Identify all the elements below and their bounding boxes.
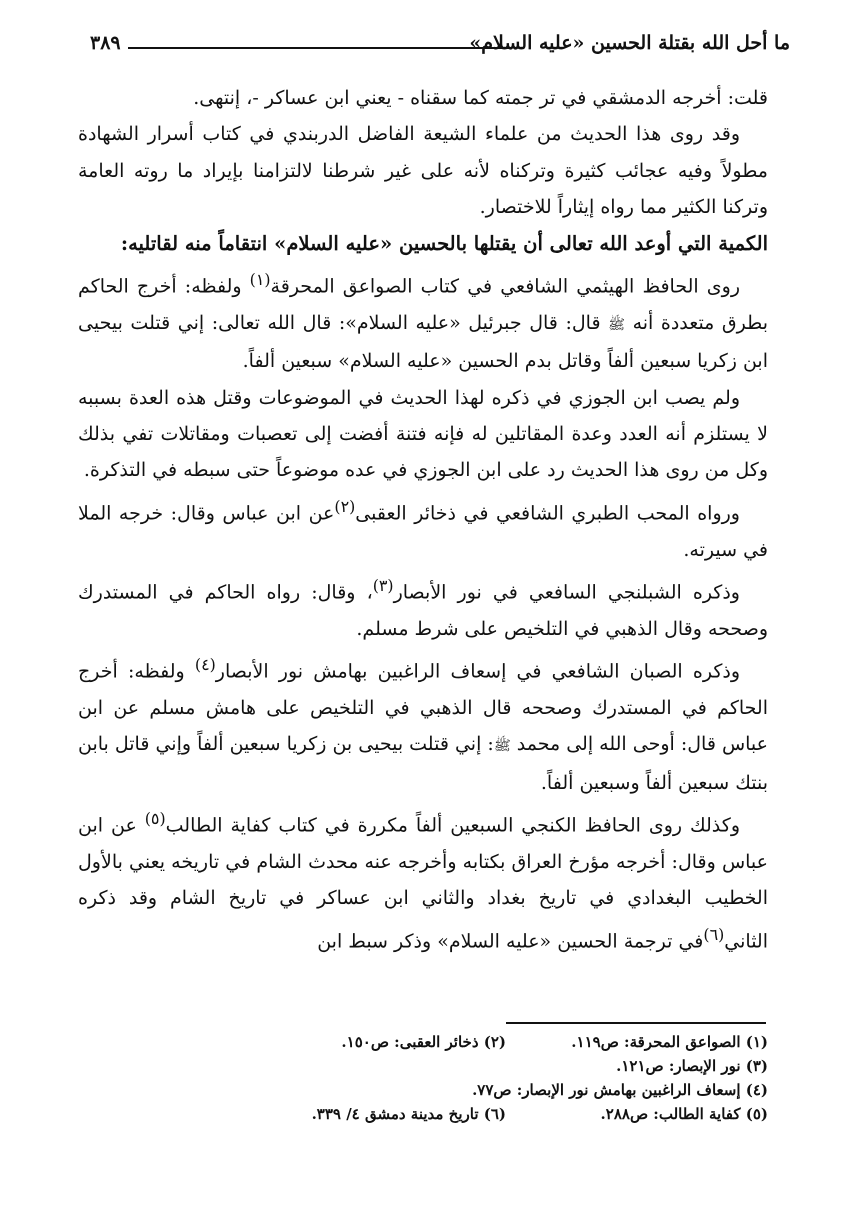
paragraph-7 (78, 647, 768, 801)
p8-text-a: وكذلك روى الحافظ الكنجي السبعين ألفاً مكررة في كتاب كفاية الطالب (165, 814, 740, 837)
page-number: ٣٨٩ (90, 32, 121, 54)
paragraph-8 (78, 801, 768, 959)
header-rule (128, 47, 512, 49)
p8-text-b: عن ابن عباس وقال: أخرجه مؤرخ العراق بكتابه وأخرجه عنه محدث الشام في تاريخه يعني بالأول الخطيب البغدادي في تاريخ بغداد والثاني ابن عساكر في تاريخ الشام وقد ذكره الثاني (78, 814, 768, 952)
p6-text-a: وذكره الشبلنجي السافعي في نور الأبصار (393, 581, 740, 604)
body-text (78, 80, 768, 959)
footnote-4: (٤) إسعاف الراغبين بهامش نور الإبصار: ص٧٧. (472, 1081, 768, 1099)
footnote-ref-2: (٢) (334, 496, 356, 516)
paragraph-5 (78, 489, 768, 568)
footnote-row (190, 1030, 768, 1054)
honorific-glyph: ﷺ (493, 738, 511, 755)
footnote-rule (506, 1022, 766, 1024)
footnote-ref-6: (٦) (703, 924, 725, 944)
p3-text-b: ولفظه: أخرج الحاكم بطرق متعددة أنه (78, 275, 769, 334)
paragraph-6 (78, 568, 768, 647)
footnote-ref-3: (٣) (372, 575, 394, 595)
footnote-row (190, 1054, 768, 1078)
p7-text-c: : إني قتلت بيحيى بن زكريا سبعين ألفاً وإني قاتل بابن بنتك سبعين ألفاً وسبعين ألفاً. (78, 733, 768, 794)
p5-text-b: عن ابن عباس وقال: خرجه الملا في سيرته. (78, 502, 768, 561)
paragraph-3 (78, 262, 768, 380)
footnote-ref-5: (٥) (144, 809, 166, 829)
p8-text-c: في ترجمة الحسين «عليه السلام» وذكر سبط ابن (317, 929, 704, 952)
footnote-5: (٥) كفاية الطالب: ص٢٨٨. (600, 1105, 768, 1123)
footnote-ref-4: (٤) (194, 655, 216, 675)
honorific-glyph: ﷺ (608, 316, 626, 333)
footnote-2: (٢) ذخائر العقبى: ص١٥٠. (341, 1033, 506, 1051)
footnote-3: (٣) نور الإبصار: ص١٢١. (616, 1057, 768, 1075)
header-title: ما أحل الله بقتلة الحسين «عليه السلام» (469, 32, 790, 54)
paragraph-1: قلت: أخرجه الدمشقي في تر جمته كما سقناه - يعني ابن عساكر -، إنتهى. (193, 87, 768, 109)
footnote-6: (٦) تاريخ مدينة دمشق ٤/ ٣٣٩. (311, 1105, 506, 1123)
footnote-ref-1: (١) (249, 270, 271, 290)
p7-text-a: وذكره الصبان الشافعي في إسعاف الراغبين بهامش نور الأبصار (215, 660, 740, 683)
p5-text-a: ورواه المحب الطبري الشافعي في ذخائر العقبى (355, 502, 740, 525)
p3-text-c: قال: قال جبرئيل «عليه السلام»: قال الله تعالى: إني قتلت بيحيى ابن زكريا سبعين ألفاً وقاتل بدم الحسين «عليه السلام» سبعين ألفاً. (78, 311, 768, 373)
p6-text-b: ، وقال: رواه الحاكم في المستدرك وصححه وقال الذهبي في التلخيص على شرط مسلم. (78, 581, 768, 640)
section-heading: الكمية التي أوعد الله تعالى أن يقتلها بالحسين «عليه السلام» انتقاماً منه لقاتليه: (120, 231, 768, 255)
footnote-row (190, 1102, 768, 1126)
footnotes (190, 1030, 768, 1126)
footnote-1: (١) الصواعق المحرقة: ص١١٩. (571, 1033, 768, 1051)
p3-text-a: روى الحافظ الهيثمي الشافعي في كتاب الصواعق المحرقة (270, 275, 741, 298)
footnote-row (190, 1078, 768, 1102)
p7-text-b: ولفظه: أخرج الحاكم في المستدرك وصححه قال الذهبي في التلخيص على هامش مسلم عن ابن عباس قال: أوحى الله إلى محمد (78, 660, 768, 756)
paragraph-2: وقد روى هذا الحديث من علماء الشيعة الفاضل الدربندي في كتاب أسرار الشهادة مطولاً وفيه عجائب كثيرة وتركناه لأنه على غير شرطنا لالتزامنا بإيراد ما روته العامة وتركنا الكثير مما رواه إيثاراً للاختصار. (78, 123, 768, 219)
running-header (90, 30, 790, 64)
paragraph-4: ولم يصب ابن الجوزي في ذكره لهذا الحديث في الموضوعات وقتل هذه العدة بسببه لا يستلزم أنه العدد وعدة المقاتلين له فإنه فتنة أفضت إلى تعصبات ومقاتلات تفي بذلك وكل من روى هذا الحديث رد على ابن الجوزي في عده موضوعاً حتى سبطه في التذكرة. (78, 386, 768, 482)
